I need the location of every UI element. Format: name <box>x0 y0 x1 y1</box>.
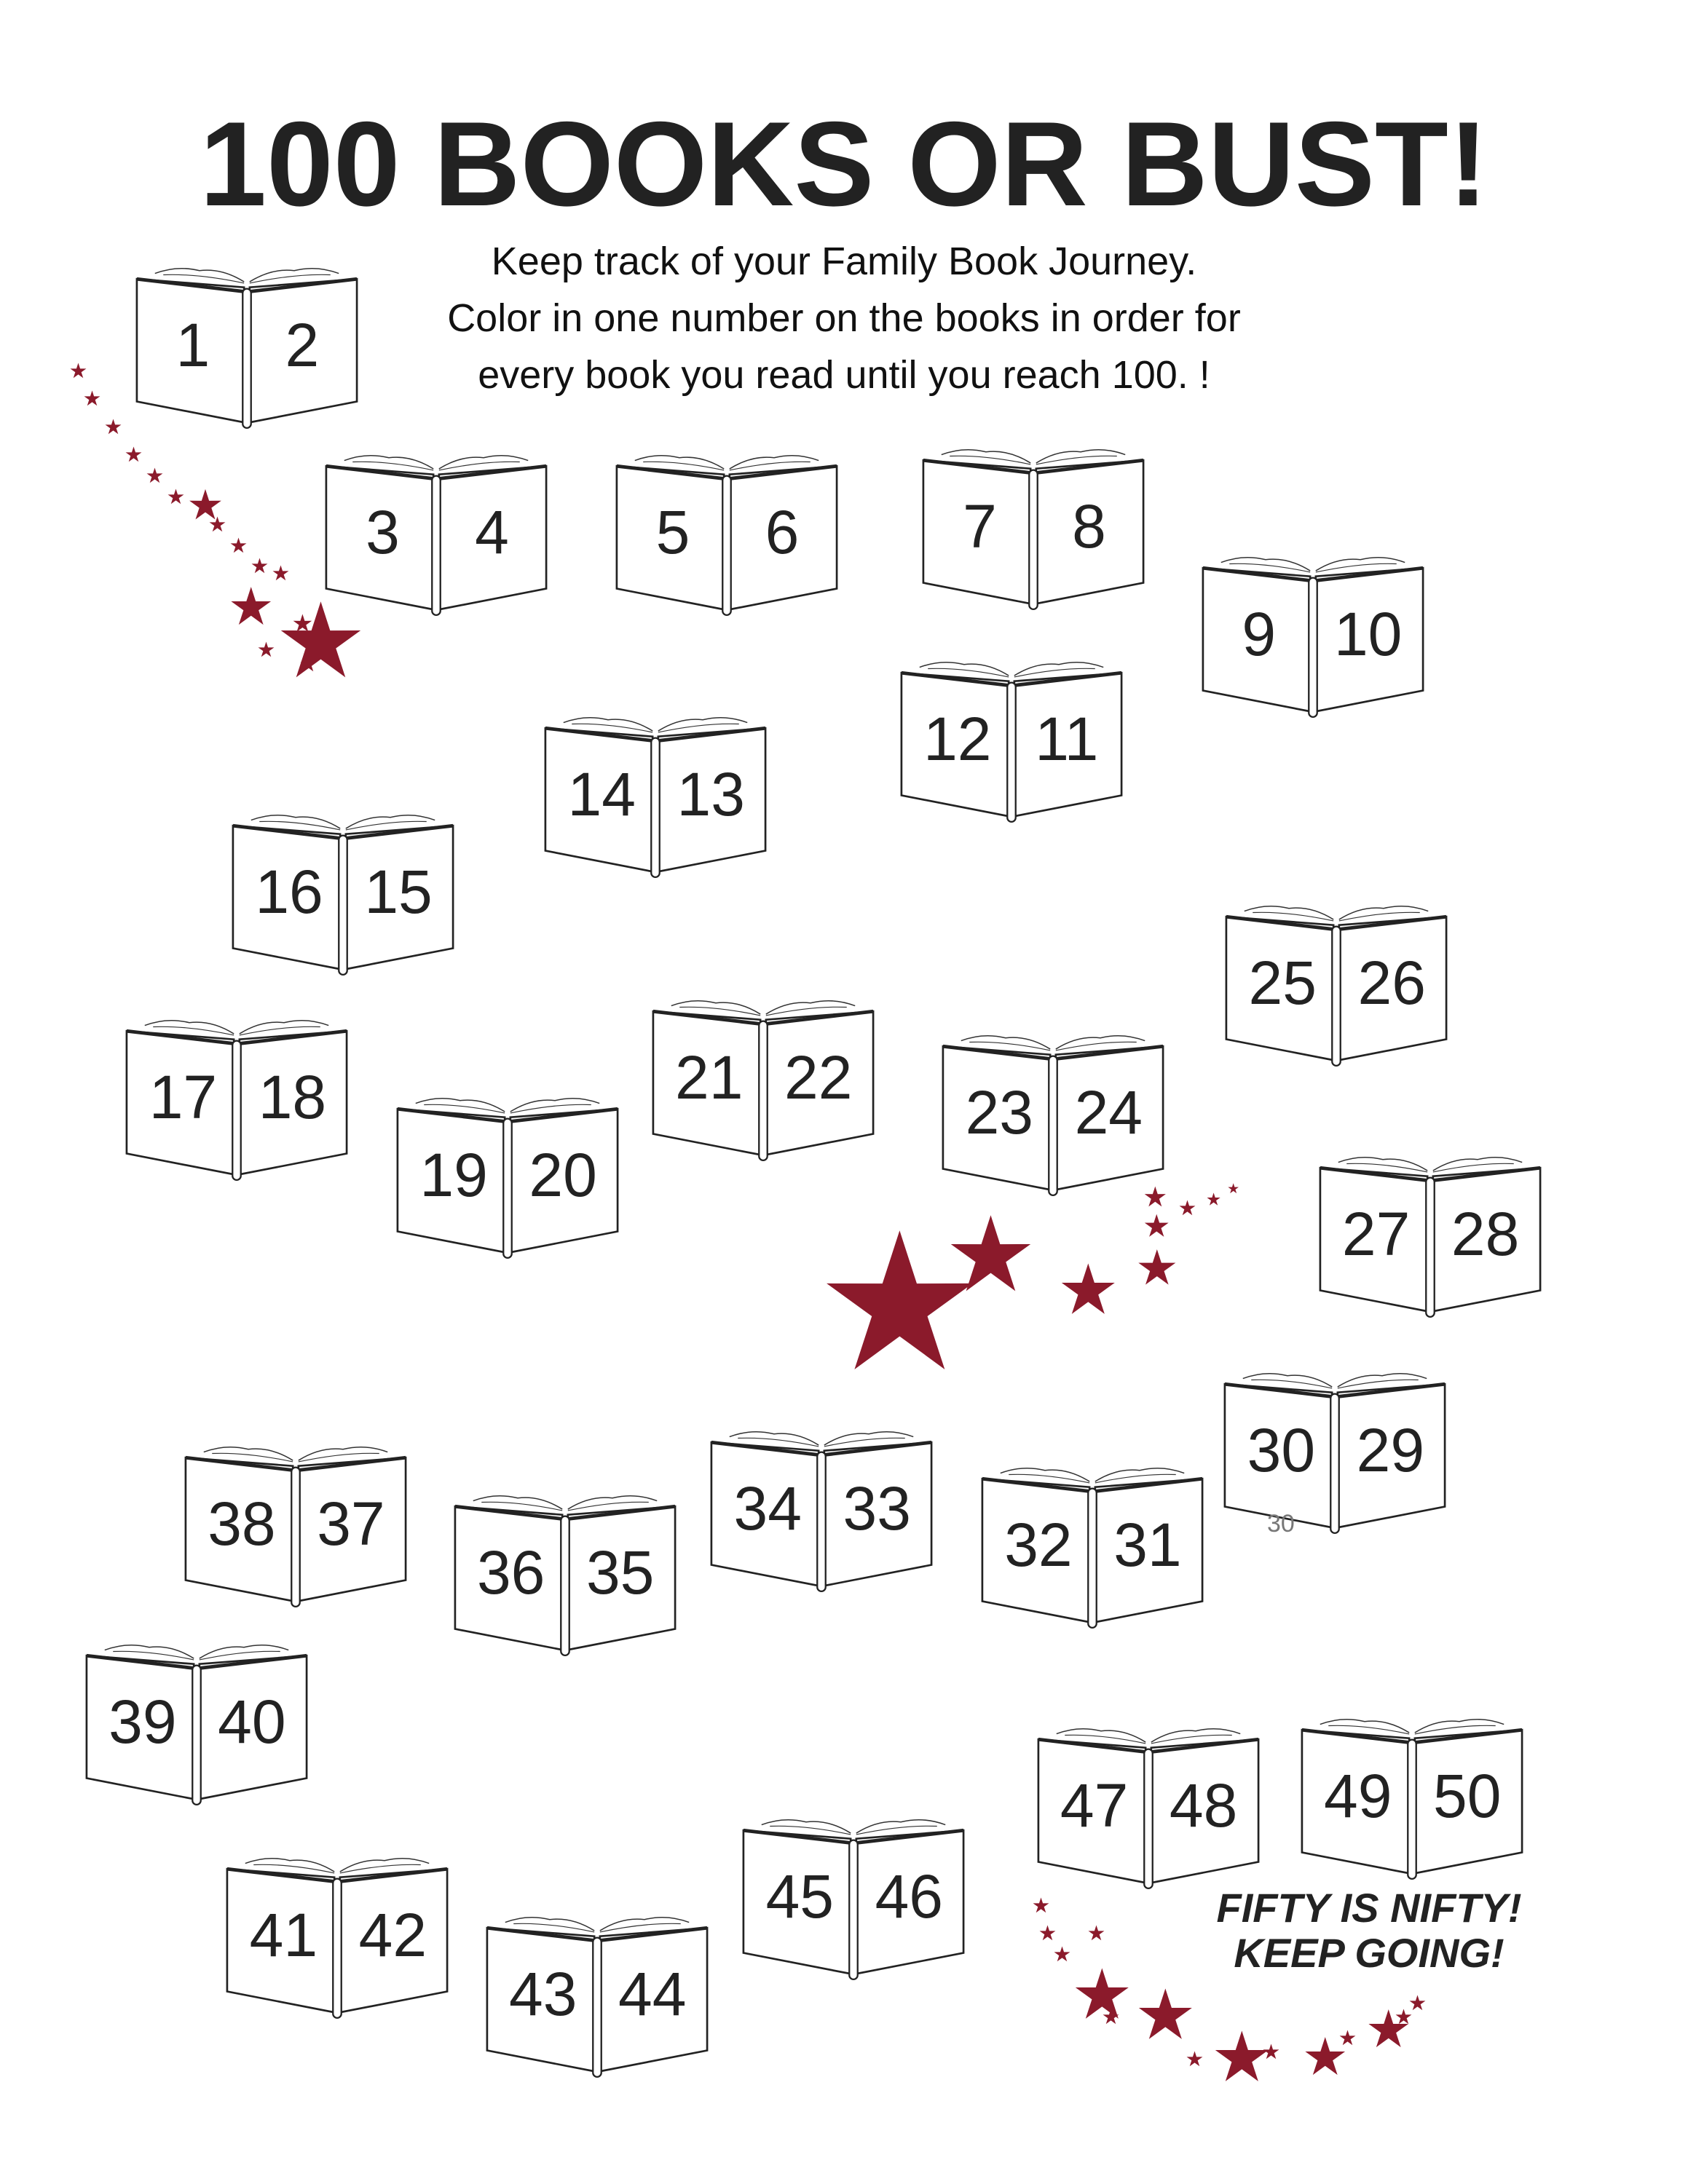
book-34-33[interactable] <box>710 1425 933 1594</box>
star-icon <box>167 488 184 505</box>
book-30-29[interactable] <box>1223 1367 1446 1536</box>
star-icon <box>1339 2030 1356 2046</box>
book-number-left[interactable]: 47 <box>1060 1771 1129 1840</box>
book-number-left[interactable]: 3 <box>366 497 400 566</box>
book-number-right[interactable]: 6 <box>765 497 800 566</box>
book-7-8[interactable] <box>922 443 1145 612</box>
book-41-42[interactable] <box>226 1852 449 2021</box>
star-icon <box>146 467 163 484</box>
book-number-right[interactable]: 26 <box>1357 948 1426 1017</box>
star-icon <box>258 641 275 658</box>
book-number-right[interactable]: 31 <box>1113 1510 1182 1579</box>
book-number-left[interactable]: 45 <box>765 1861 835 1931</box>
book-16-15[interactable] <box>232 809 454 978</box>
star-icon <box>70 363 87 379</box>
book-number-right[interactable]: 46 <box>875 1861 944 1931</box>
star-icon <box>209 516 226 533</box>
star-icon <box>272 565 289 582</box>
milestone-line: KEEP GOING! <box>1234 1930 1504 1976</box>
book-43-44[interactable] <box>486 1911 709 2080</box>
star-icon <box>1228 1183 1239 1194</box>
star-icon <box>84 390 100 407</box>
book-14-13[interactable] <box>544 711 767 880</box>
book-number-right[interactable]: 15 <box>364 858 433 927</box>
instructions-line: every book you read until you reach 100. ! <box>478 353 1210 397</box>
book-number-right[interactable]: 48 <box>1169 1771 1238 1840</box>
star-icon <box>1263 2043 1279 2060</box>
book-12-11[interactable] <box>900 656 1123 825</box>
book-number-right[interactable]: 35 <box>585 1538 655 1607</box>
instructions-line: Color in one number on the books in order for <box>447 296 1241 340</box>
book-number-left[interactable]: 16 <box>255 858 323 927</box>
book-19-20[interactable] <box>396 1092 619 1261</box>
book-number-left[interactable]: 39 <box>109 1688 177 1757</box>
book-49-50[interactable] <box>1301 1713 1523 1882</box>
page-title: 100 BOOKS OR BUST! <box>200 97 1488 231</box>
book-number-right[interactable]: 28 <box>1451 1199 1520 1268</box>
instructions <box>334 233 1354 403</box>
milestone-line: FIFTY IS NIFTY! <box>1216 1885 1522 1931</box>
book-number-left[interactable]: 32 <box>1004 1510 1073 1579</box>
book-number-right[interactable]: 18 <box>258 1062 327 1131</box>
book-number-right[interactable]: 37 <box>317 1489 385 1559</box>
book-32-31[interactable] <box>981 1462 1204 1631</box>
book-number-left[interactable]: 9 <box>1242 599 1277 668</box>
book-number-right[interactable]: 2 <box>285 311 320 380</box>
book-number-right[interactable]: 44 <box>618 1959 687 2028</box>
book-number-left[interactable]: 27 <box>1341 1199 1411 1268</box>
faint-number: 30 <box>1267 1510 1295 1538</box>
book-number-right[interactable]: 13 <box>677 760 745 829</box>
star-icon <box>293 614 312 633</box>
star-icon <box>230 586 272 628</box>
instructions-line: Keep track of your Family Book Journey. <box>491 240 1197 283</box>
star-icon <box>1214 2030 1270 2086</box>
book-number-left[interactable]: 14 <box>567 760 636 829</box>
book-25-26[interactable] <box>1225 900 1448 1069</box>
book-number-left[interactable]: 30 <box>1247 1415 1316 1484</box>
book-number-left[interactable]: 5 <box>655 497 690 566</box>
star-icon <box>1137 1987 1194 2043</box>
star-icon <box>105 419 122 435</box>
book-number-left[interactable]: 19 <box>419 1141 488 1210</box>
book-number-right[interactable]: 33 <box>843 1474 911 1543</box>
book-17-18[interactable] <box>125 1014 348 1183</box>
book-number-right[interactable]: 42 <box>358 1901 427 1970</box>
book-number-right[interactable]: 4 <box>475 497 509 566</box>
book-number-left[interactable]: 1 <box>175 311 210 380</box>
book-27-28[interactable] <box>1319 1151 1542 1320</box>
book-38-37[interactable] <box>184 1441 407 1610</box>
book-number-right[interactable]: 8 <box>1072 492 1106 561</box>
book-number-left[interactable]: 49 <box>1323 1761 1392 1830</box>
star-icon <box>1207 1192 1220 1206</box>
book-number-right[interactable]: 40 <box>218 1688 286 1757</box>
star-icon <box>1103 2009 1119 2025</box>
milestone-message <box>1151 1886 1588 1976</box>
star-icon <box>1054 1946 1070 1963</box>
star-icon <box>1179 1200 1196 1216</box>
star-icon <box>1144 1214 1169 1238</box>
book-number-left[interactable]: 43 <box>509 1959 577 2028</box>
book-9-10[interactable] <box>1202 551 1424 720</box>
book-number-left[interactable]: 38 <box>208 1489 276 1559</box>
book-5-6[interactable] <box>615 449 838 618</box>
book-number-right[interactable]: 10 <box>1333 599 1403 668</box>
book-number-left[interactable]: 36 <box>476 1538 545 1607</box>
book-39-40[interactable] <box>85 1639 308 1808</box>
book-number-right[interactable]: 20 <box>529 1141 597 1210</box>
book-number-left[interactable]: 17 <box>149 1062 218 1131</box>
book-number-left[interactable]: 23 <box>965 1078 1034 1147</box>
star-icon <box>300 656 317 673</box>
book-1-2[interactable] <box>135 262 358 431</box>
book-number-right[interactable]: 11 <box>1035 704 1099 773</box>
book-number-left[interactable]: 12 <box>923 704 992 773</box>
star-icon <box>1409 1995 1426 2011</box>
book-21-22[interactable] <box>652 994 875 1163</box>
star-icon <box>251 558 268 574</box>
star-icon <box>949 1214 1033 1297</box>
star-icon <box>1186 2051 1203 2068</box>
book-number-left[interactable]: 34 <box>733 1474 802 1543</box>
book-3-4[interactable] <box>325 449 548 618</box>
book-number-right[interactable]: 50 <box>1432 1761 1502 1830</box>
book-number-left[interactable]: 21 <box>675 1043 744 1112</box>
book-number-left[interactable]: 7 <box>963 492 997 561</box>
book-36-35[interactable] <box>454 1489 677 1658</box>
star-icon <box>1039 1925 1056 1942</box>
star-icon <box>1137 1249 1177 1288</box>
book-number-left[interactable]: 25 <box>1248 948 1317 1017</box>
star-icon <box>230 537 247 554</box>
star-icon <box>279 600 363 684</box>
book-number-right[interactable]: 22 <box>784 1043 853 1112</box>
star-icon <box>1033 1897 1049 1914</box>
book-23-24[interactable] <box>942 1029 1164 1198</box>
book-47-48[interactable] <box>1037 1722 1260 1891</box>
book-number-right[interactable]: 24 <box>1074 1078 1143 1147</box>
star-icon <box>1060 1262 1116 1318</box>
book-number-right[interactable]: 29 <box>1356 1415 1425 1484</box>
book-45-46[interactable] <box>742 1813 965 1982</box>
star-icon <box>1088 1925 1105 1942</box>
book-number-left[interactable]: 41 <box>249 1901 318 1970</box>
star-icon <box>1144 1186 1167 1208</box>
star-icon <box>125 446 142 463</box>
